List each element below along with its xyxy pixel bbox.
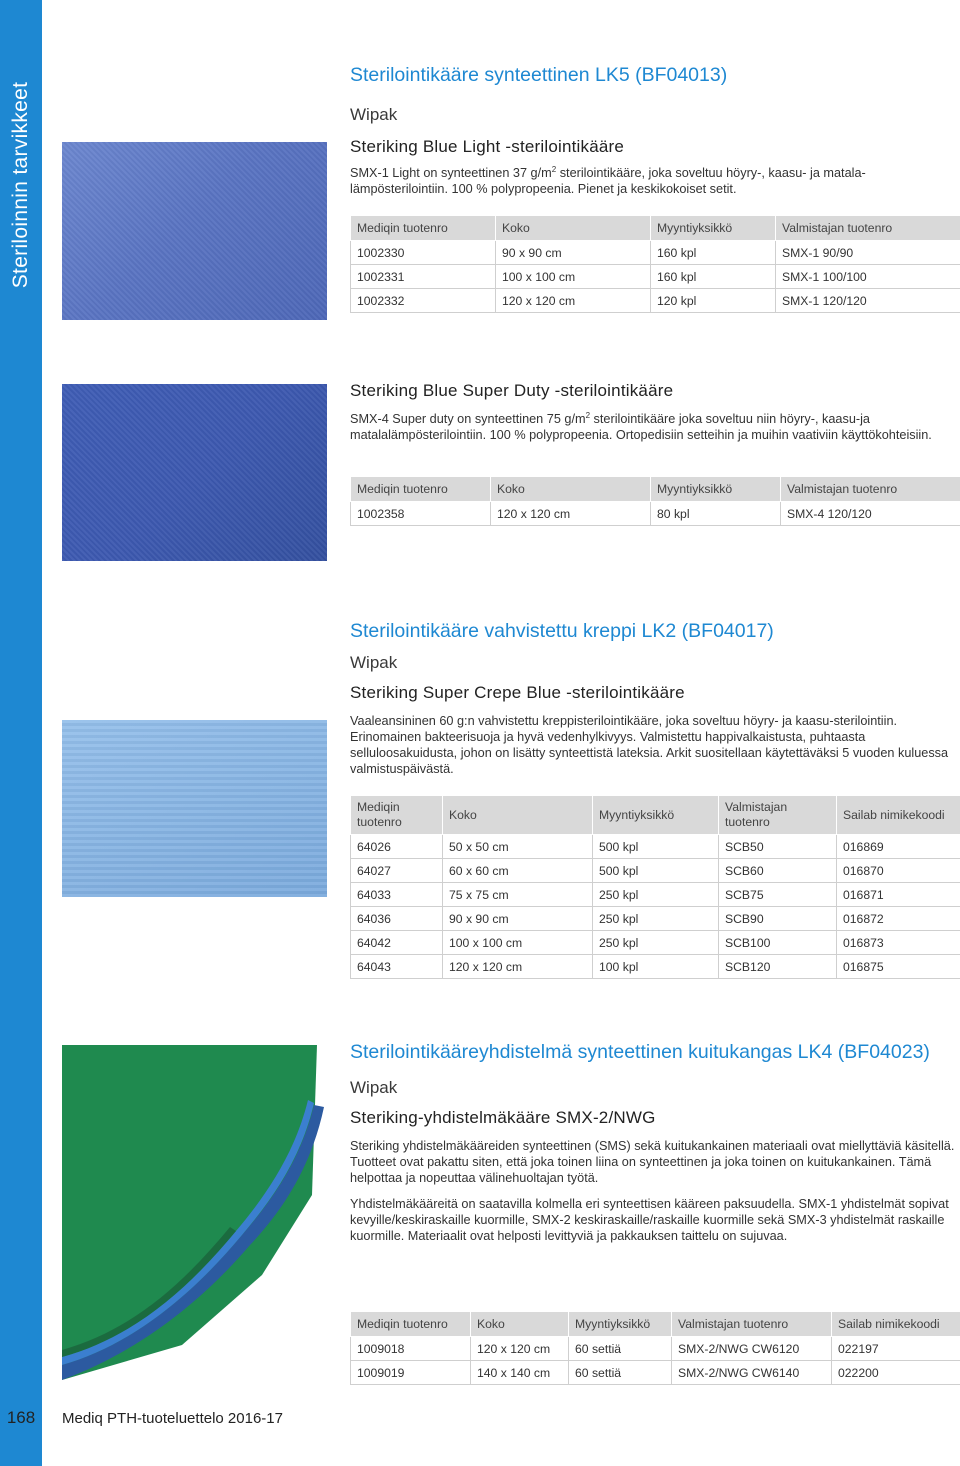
table-row: 64026 50 x 50 cm 500 kpl SCB50 016869 [351,835,960,859]
table-row: 64042 100 x 100 cm 250 kpl SCB100 016873 [351,931,960,955]
table-header: Valmistajan tuotenro [719,796,837,835]
product-table-super-crepe [350,795,960,979]
brand: Wipak [350,653,398,672]
table-header: Sailab nimikekoodi [837,796,960,835]
section-blue-light [350,63,960,197]
section-combination-wrap [350,1040,960,1244]
table-row: 1002331 100 x 100 cm 160 kpl SMX-1 100/100 [351,265,960,289]
table-header: Mediqin tuotenro [351,1312,471,1337]
page-number: 168 [6,1408,36,1427]
table-row: 64043 120 x 120 cm 100 kpl SCB120 016875 [351,955,960,979]
table-header: Koko [491,477,651,502]
table-row: 1002332 120 x 120 cm 120 kpl SMX-1 120/120 [351,289,960,313]
product-table-blue-super-duty [350,476,960,526]
product-title: Steriking Blue Super Duty -sterilointikääre [350,381,674,400]
product-table-blue-light [350,215,960,313]
table-row: 1009019 140 x 140 cm 60 settiä SMX-2/NWG CW6140 022200 [351,1361,960,1385]
product-table-combination-wrap [350,1311,960,1385]
table-header: Valmistajan tuotenro [776,216,960,241]
product-image-super-crepe [62,720,327,897]
table-header: Mediqin tuotenro [351,796,443,835]
table-row: 64033 75 x 75 cm 250 kpl SCB75 016871 [351,883,960,907]
table-row: 1009018 120 x 120 cm 60 settiä SMX-2/NWG CW6120 022197 [351,1337,960,1361]
table-row: 64027 60 x 60 cm 500 kpl SCB60 016870 [351,859,960,883]
table-header: Myyntiyksikkö [569,1312,672,1337]
sidebar-label: Steriloinnin tarvikkeet [9,81,32,289]
table-row: 1002330 90 x 90 cm 160 kpl SMX-1 90/90 [351,241,960,265]
product-image-blue-super-duty [62,384,327,561]
table-header: Sailab nimikekoodi [832,1312,960,1337]
category-title: Sterilointikääreyhdistelmä synteettinen kuitukangas LK4 (BF04023) [350,1041,930,1063]
category-title: Sterilointikääre synteettinen LK5 (BF04013) [350,64,728,86]
product-description-2: Yhdistelmäkääreitä on saatavilla kolmella eri synteettisen kääreen paksuudella. SMX-1 yhdistelmät sopivat kevyille/keskiraskaille kuormille, SMX-2 keskiraskaille/raskaille kuormille sekä SMX-3 yhdistelmät raskaille kuormille. Materiaalit ovat helposti levittyviä ja pakkauksen taittelu on sujuvaa. [350,1197,949,1243]
table-header: Myyntiyksikkö [651,477,781,502]
footer-title: Mediq PTH-tuoteluettelo 2016-17 [62,1410,283,1427]
table-header: Myyntiyksikkö [651,216,776,241]
section-blue-super-duty [350,381,960,443]
table-header: Koko [496,216,651,241]
product-image-combination-wrap [62,1045,327,1380]
section-super-crepe [350,619,960,777]
product-description: Vaaleansininen 60 g:n vahvistettu kreppisterilointikääre, joka soveltuu höyry- ja kaasu-sterilointiin. Erinomainen bakteerisuoja ja hyvä vedenhylkivyys. Valmistettu happivalkaistusta, puhtaasta selluloosakuidusta, johon on lisätty synteettistä lateksia. Arkit suositellaan käytettäväksi 5 vuoden kuluessa valmistuspäivästä. [350,714,949,776]
table-header: Valmistajan tuotenro [781,477,960,502]
table-header: Koko [471,1312,569,1337]
brand: Wipak [350,105,398,124]
table-header: Myyntiyksikkö [593,796,719,835]
product-title: Steriking Blue Light -sterilointikääre [350,137,625,156]
table-row: 64036 90 x 90 cm 250 kpl SCB90 016872 [351,907,960,931]
table-header: Valmistajan tuotenro [672,1312,832,1337]
table-header: Mediqin tuotenro [351,216,496,241]
table-row: 1002358 120 x 120 cm 80 kpl SMX-4 120/120 [351,502,960,526]
product-title: Steriking-yhdistelmäkääre SMX-2/NWG [350,1108,656,1127]
brand: Wipak [350,1078,398,1097]
product-description: SMX-1 Light on synteettinen 37 $g/m^2$ sterilointikääre, joka soveltuu höyry-, kaasu- ja matala-lämpösterilointiin. 100 % polypropeenia. Pienet ja keskikokoiset setit. [350,164,866,196]
product-title: Steriking Super Crepe Blue -sterilointikääre [350,683,685,702]
product-description: Steriking yhdistelmäkääreiden synteettinen (SMS) sekä kuitukankainen materiaali ovat miellyttäviä käsitellä. Tuotteet ovat pakattu siten, että joka toinen liina on synteettinen ja joka toinen on kuitukankainen. Tämä helpottaa ja nopeuttaa välinehuoltajan työtä. [350,1139,955,1185]
sidebar-tab [0,0,42,1466]
category-title: Sterilointikääre vahvistettu kreppi LK2 (BF04017) [350,620,774,642]
table-header: Mediqin tuotenro [351,477,491,502]
table-header: Koko [443,796,593,835]
product-image-blue-light [62,142,327,320]
product-description: SMX-4 Super duty on synteettinen 75 $g/m^2$ sterilointikääre joka soveltuu niin höyry-, kaasu-ja matalalämpösterilointiin. 100 % polypropeenia. Ortopedisiin setteihin ja muihin vaativiin käyttökohteisiin. [350,410,932,442]
